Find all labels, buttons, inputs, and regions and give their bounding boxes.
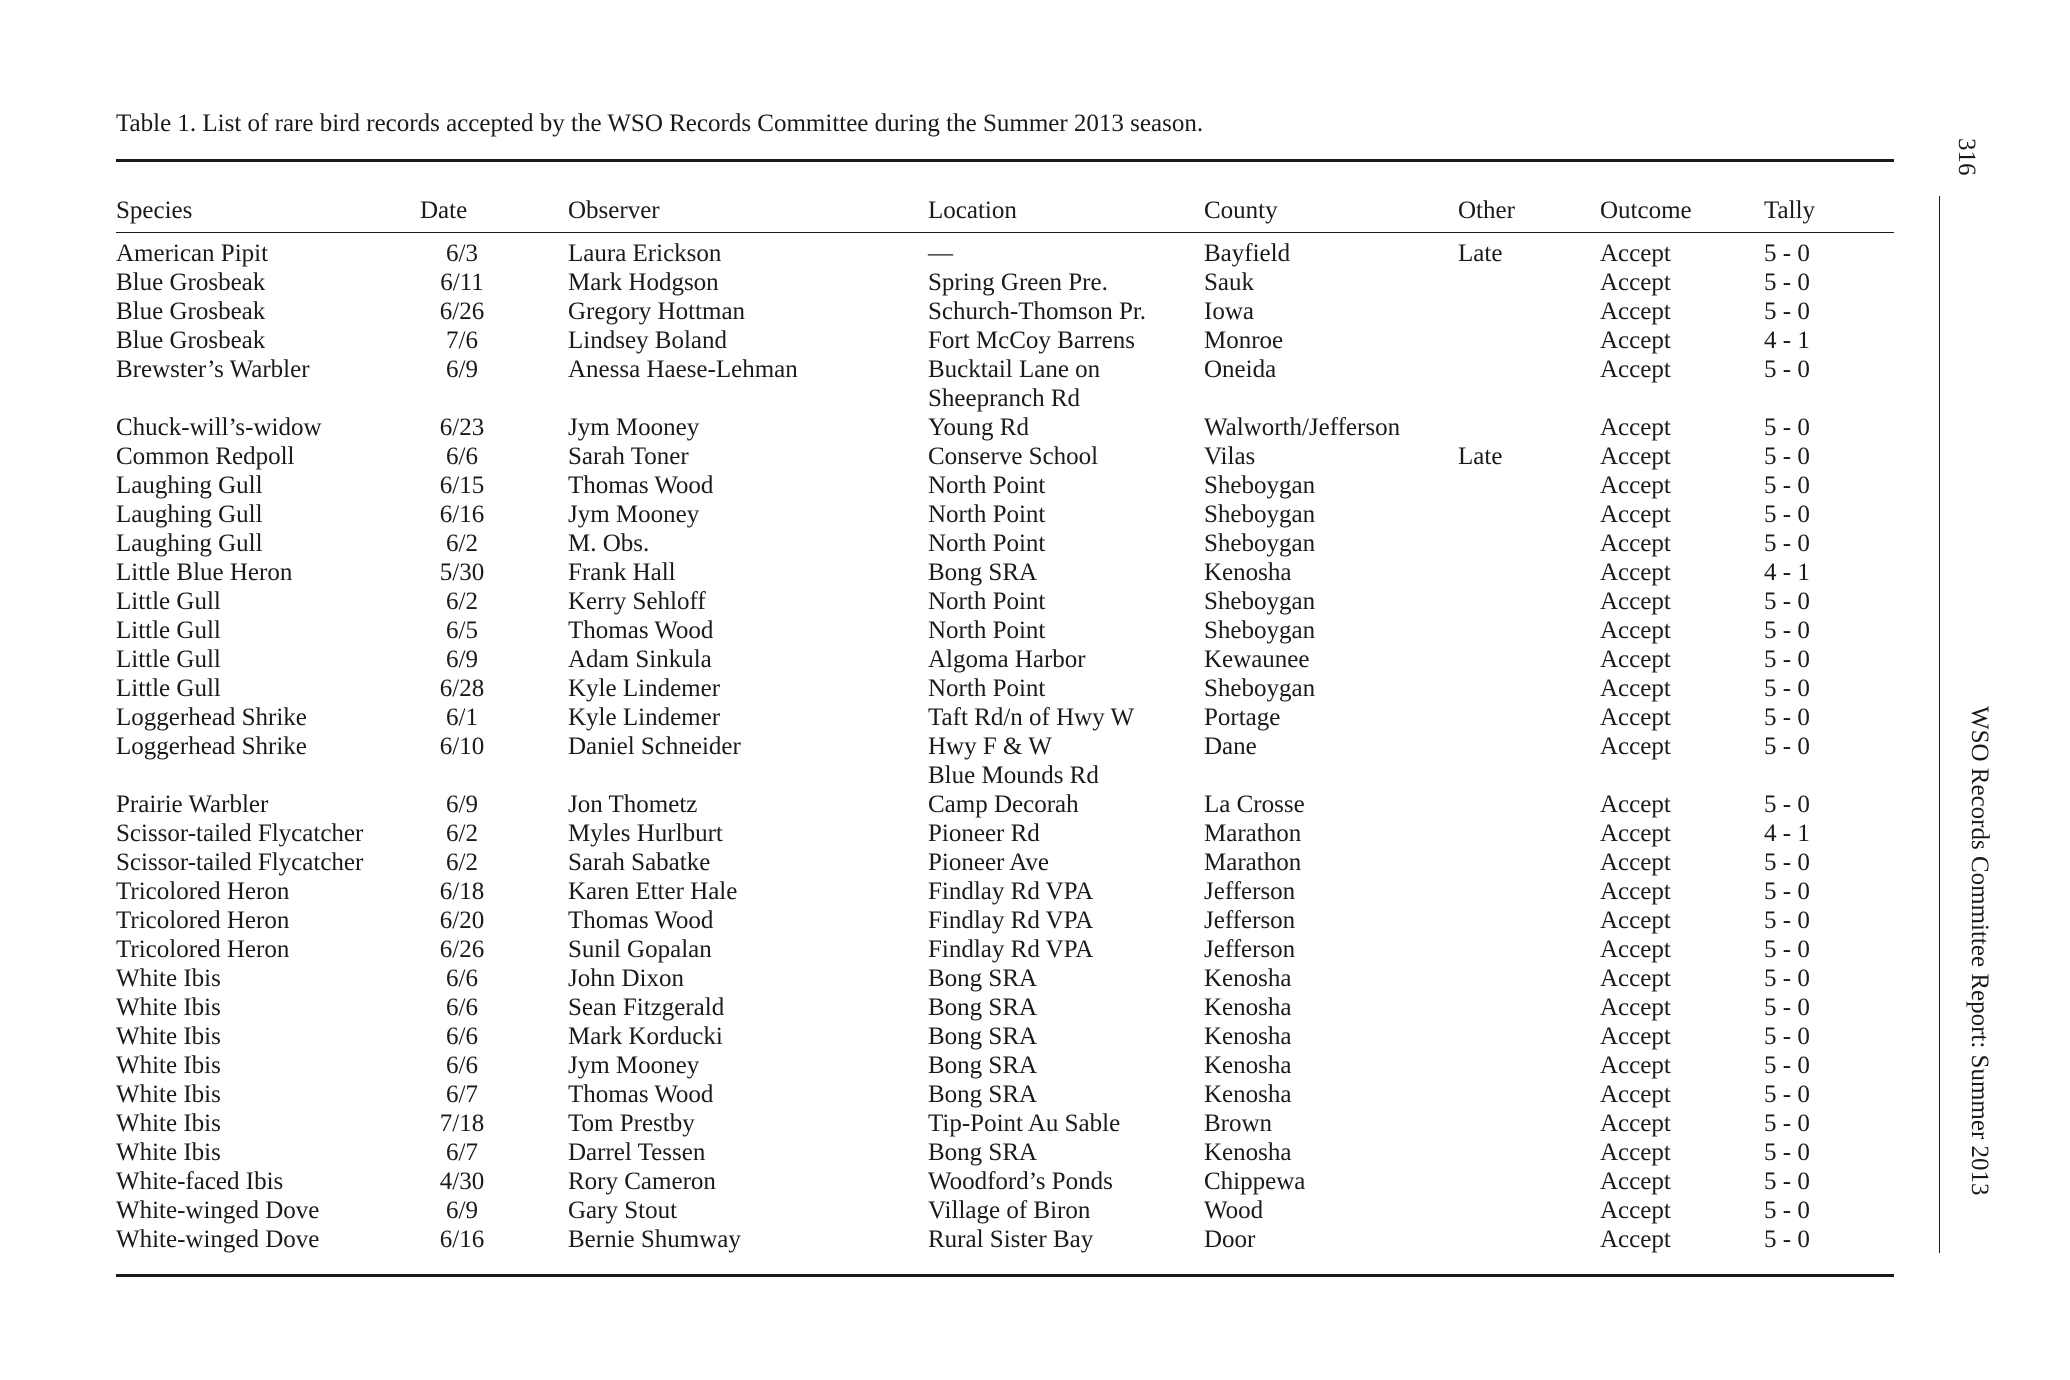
- cell-location: North Point: [928, 530, 1046, 557]
- cell-county: Kewaunee: [1204, 646, 1310, 673]
- cell-location: Rural Sister Bay: [928, 1226, 1094, 1253]
- table-row: [116, 964, 1894, 993]
- cell-outcome: Accept: [1600, 559, 1671, 586]
- cell-date: 6/20: [439, 907, 485, 934]
- cell-observer: Tom Prestby: [568, 1110, 695, 1137]
- cell-date: 6/1: [446, 704, 478, 731]
- cell-date: 5/30: [439, 559, 485, 586]
- cell-county: Sheboygan: [1204, 501, 1316, 528]
- cell-county: Iowa: [1204, 298, 1254, 325]
- cell-species: Blue Grosbeak: [116, 269, 266, 296]
- cell-tally: 5 - 0: [1764, 501, 1810, 528]
- cell-outcome: Accept: [1600, 878, 1671, 905]
- cell-outcome: Accept: [1600, 849, 1671, 876]
- cell-observer: Frank Hall: [568, 559, 676, 586]
- cell-species: Laughing Gull: [116, 530, 263, 557]
- cell-observer: Thomas Wood: [568, 472, 714, 499]
- table-top-rule: [116, 159, 1894, 162]
- cell-species: White-winged Dove: [116, 1197, 320, 1224]
- cell-location: Bucktail Lane on Sheepranch Rd: [928, 356, 1101, 412]
- cell-county: Brown: [1204, 1110, 1273, 1137]
- cell-outcome: Accept: [1600, 1168, 1671, 1195]
- cell-species: Laughing Gull: [116, 501, 263, 528]
- cell-outcome: Accept: [1600, 936, 1671, 963]
- cell-county: Dane: [1204, 733, 1257, 760]
- table-row: [116, 993, 1894, 1022]
- cell-species: Prairie Warbler: [116, 791, 269, 818]
- table-row: [116, 906, 1894, 935]
- table-row: [116, 558, 1894, 587]
- cell-observer: Karen Etter Hale: [568, 878, 738, 905]
- cell-county: Kenosha: [1204, 1052, 1292, 1079]
- cell-tally: 5 - 0: [1764, 298, 1810, 325]
- cell-outcome: Accept: [1600, 414, 1671, 441]
- table-row: [116, 819, 1894, 848]
- cell-location: Hwy F & W Blue Mounds Rd: [928, 733, 1099, 789]
- cell-tally: 5 - 0: [1764, 994, 1810, 1021]
- cell-outcome: Accept: [1600, 820, 1671, 847]
- column-header-county: County: [1204, 197, 1278, 224]
- cell-observer: Mark Korducki: [568, 1023, 723, 1050]
- table-header-rule: [116, 232, 1894, 233]
- cell-location: Bong SRA: [928, 1081, 1038, 1108]
- cell-outcome: Accept: [1600, 733, 1671, 760]
- cell-tally: 4 - 1: [1764, 327, 1810, 354]
- cell-observer: Lindsey Boland: [568, 327, 728, 354]
- cell-tally: 5 - 0: [1764, 356, 1810, 383]
- cell-outcome: Accept: [1600, 675, 1671, 702]
- cell-tally: 4 - 1: [1764, 820, 1810, 847]
- cell-observer: Thomas Wood: [568, 617, 714, 644]
- cell-species: White-faced Ibis: [116, 1168, 284, 1195]
- cell-tally: 5 - 0: [1764, 443, 1810, 470]
- cell-county: Marathon: [1204, 820, 1302, 847]
- cell-county: Kenosha: [1204, 994, 1292, 1021]
- cell-date: 6/28: [439, 675, 485, 702]
- cell-outcome: Accept: [1600, 907, 1671, 934]
- cell-location: Tip-Point Au Sable: [928, 1110, 1121, 1137]
- cell-observer: Kyle Lindemer: [568, 704, 721, 731]
- cell-tally: 5 - 0: [1764, 1197, 1810, 1224]
- cell-tally: 5 - 0: [1764, 675, 1810, 702]
- cell-date: 6/18: [439, 878, 485, 905]
- cell-tally: 5 - 0: [1764, 1023, 1810, 1050]
- table-row: [116, 529, 1894, 558]
- cell-date: 6/2: [446, 588, 478, 615]
- cell-species: Tricolored Heron: [116, 907, 290, 934]
- cell-tally: 5 - 0: [1764, 1139, 1810, 1166]
- cell-county: Vilas: [1204, 443, 1256, 470]
- cell-species: Chuck-will’s-widow: [116, 414, 322, 441]
- cell-tally: 5 - 0: [1764, 472, 1810, 499]
- cell-tally: 5 - 0: [1764, 1226, 1810, 1253]
- column-header-location: Location: [928, 197, 1017, 224]
- table-row: [116, 1080, 1894, 1109]
- cell-county: Jefferson: [1204, 907, 1296, 934]
- cell-location: Village of Biron: [928, 1197, 1091, 1224]
- table-row: [116, 1167, 1894, 1196]
- cell-county: Sheboygan: [1204, 617, 1316, 644]
- cell-date: 4/30: [439, 1168, 485, 1195]
- cell-location: Findlay Rd VPA: [928, 878, 1094, 905]
- cell-observer: Sunil Gopalan: [568, 936, 712, 963]
- cell-outcome: Accept: [1600, 588, 1671, 615]
- cell-tally: 4 - 1: [1764, 559, 1810, 586]
- cell-location: Pioneer Ave: [928, 849, 1050, 876]
- cell-date: 6/9: [446, 791, 478, 818]
- cell-observer: Kyle Lindemer: [568, 675, 721, 702]
- cell-observer: Jym Mooney: [568, 414, 700, 441]
- cell-location: Taft Rd/n of Hwy W: [928, 704, 1135, 731]
- cell-species: Little Gull: [116, 617, 221, 644]
- cell-species: White Ibis: [116, 1023, 221, 1050]
- cell-county: Kenosha: [1204, 1081, 1292, 1108]
- cell-species: Little Blue Heron: [116, 559, 293, 586]
- cell-date: 6/5: [446, 617, 478, 644]
- cell-outcome: Accept: [1600, 791, 1671, 818]
- table-row: [116, 471, 1894, 500]
- cell-county: Sheboygan: [1204, 472, 1316, 499]
- cell-location: Woodford’s Ponds: [928, 1168, 1113, 1195]
- cell-tally: 5 - 0: [1764, 530, 1810, 557]
- cell-tally: 5 - 0: [1764, 588, 1810, 615]
- cell-location: —: [928, 240, 953, 267]
- cell-outcome: Accept: [1600, 1081, 1671, 1108]
- cell-location: Bong SRA: [928, 994, 1038, 1021]
- cell-outcome: Accept: [1600, 501, 1671, 528]
- cell-date: 6/3: [446, 240, 478, 267]
- cell-date: 6/9: [446, 1197, 478, 1224]
- cell-date: 6/7: [446, 1139, 478, 1166]
- cell-location: Conserve School: [928, 443, 1099, 470]
- table-caption: Table 1. List of rare bird records accepted by the WSO Records Committee during the Summer 2013 season.: [116, 110, 1204, 137]
- cell-tally: 5 - 0: [1764, 878, 1810, 905]
- table-row: [116, 326, 1894, 355]
- table-row: [116, 442, 1894, 471]
- table-row: [116, 1225, 1894, 1254]
- cell-county: Sheboygan: [1204, 588, 1316, 615]
- cell-location: North Point: [928, 472, 1046, 499]
- cell-date: 6/16: [439, 501, 485, 528]
- cell-county: Sheboygan: [1204, 530, 1316, 557]
- cell-tally: 5 - 0: [1764, 1110, 1810, 1137]
- cell-location: Findlay Rd VPA: [928, 907, 1094, 934]
- cell-observer: Myles Hurlburt: [568, 820, 723, 847]
- cell-species: Tricolored Heron: [116, 936, 290, 963]
- cell-species: White-winged Dove: [116, 1226, 320, 1253]
- table-row: [116, 268, 1894, 297]
- cell-outcome: Accept: [1600, 617, 1671, 644]
- cell-date: 6/7: [446, 1081, 478, 1108]
- cell-county: Chippewa: [1204, 1168, 1306, 1195]
- cell-outcome: Accept: [1600, 704, 1671, 731]
- cell-outcome: Accept: [1600, 646, 1671, 673]
- cell-observer: Mark Hodgson: [568, 269, 719, 296]
- cell-observer: M. Obs.: [568, 530, 650, 557]
- cell-location: North Point: [928, 675, 1046, 702]
- table-row: [116, 1022, 1894, 1051]
- cell-observer: Darrel Tessen: [568, 1139, 706, 1166]
- cell-outcome: Accept: [1600, 472, 1671, 499]
- cell-species: White Ibis: [116, 965, 221, 992]
- cell-outcome: Accept: [1600, 269, 1671, 296]
- cell-species: Common Redpoll: [116, 443, 295, 470]
- cell-date: 6/6: [446, 1023, 478, 1050]
- cell-tally: 5 - 0: [1764, 269, 1810, 296]
- cell-location: Pioneer Rd: [928, 820, 1040, 847]
- table-row: [116, 1138, 1894, 1167]
- cell-county: Wood: [1204, 1197, 1264, 1224]
- cell-outcome: Accept: [1600, 298, 1671, 325]
- cell-date: 6/6: [446, 443, 478, 470]
- cell-species: Laughing Gull: [116, 472, 263, 499]
- table-row: [116, 297, 1894, 326]
- cell-other: Late: [1458, 443, 1503, 470]
- cell-county: Sauk: [1204, 269, 1254, 296]
- cell-species: Blue Grosbeak: [116, 327, 266, 354]
- cell-location: Camp Decorah: [928, 791, 1079, 818]
- cell-date: 6/26: [439, 298, 485, 325]
- cell-species: White Ibis: [116, 1081, 221, 1108]
- table-row: [116, 935, 1894, 964]
- table-row: [116, 674, 1894, 703]
- cell-outcome: Accept: [1600, 1023, 1671, 1050]
- cell-species: Little Gull: [116, 588, 221, 615]
- cell-date: 6/6: [446, 965, 478, 992]
- cell-county: Marathon: [1204, 849, 1302, 876]
- cell-outcome: Accept: [1600, 1052, 1671, 1079]
- cell-species: White Ibis: [116, 1139, 221, 1166]
- cell-species: Scissor-tailed Flycatcher: [116, 820, 364, 847]
- cell-county: Sheboygan: [1204, 675, 1316, 702]
- cell-species: White Ibis: [116, 1052, 221, 1079]
- running-head: WSO Records Committee Report: Summer 2013: [1966, 706, 1993, 1196]
- table-row: [116, 616, 1894, 645]
- cell-tally: 5 - 0: [1764, 907, 1810, 934]
- cell-observer: Adam Sinkula: [568, 646, 712, 673]
- table-row: [116, 645, 1894, 674]
- cell-species: Scissor-tailed Flycatcher: [116, 849, 364, 876]
- cell-county: Door: [1204, 1226, 1256, 1253]
- cell-tally: 5 - 0: [1764, 849, 1810, 876]
- cell-species: Little Gull: [116, 675, 221, 702]
- running-head-rule: [1939, 196, 1940, 1253]
- cell-species: White Ibis: [116, 1110, 221, 1137]
- cell-location: Bong SRA: [928, 1023, 1038, 1050]
- cell-date: 6/16: [439, 1226, 485, 1253]
- column-header-species: Species: [116, 197, 193, 224]
- cell-date: 6/11: [440, 269, 484, 296]
- cell-location: Bong SRA: [928, 1052, 1038, 1079]
- cell-county: Kenosha: [1204, 1023, 1292, 1050]
- cell-species: Loggerhead Shrike: [116, 733, 307, 760]
- cell-species: Little Gull: [116, 646, 221, 673]
- cell-tally: 5 - 0: [1764, 936, 1810, 963]
- cell-species: Loggerhead Shrike: [116, 704, 307, 731]
- table-row: [116, 1109, 1894, 1138]
- cell-location: Algoma Harbor: [928, 646, 1086, 673]
- cell-tally: 5 - 0: [1764, 617, 1810, 644]
- cell-observer: Jym Mooney: [568, 501, 700, 528]
- cell-observer: Thomas Wood: [568, 1081, 714, 1108]
- cell-county: Jefferson: [1204, 936, 1296, 963]
- cell-observer: Thomas Wood: [568, 907, 714, 934]
- cell-outcome: Accept: [1600, 356, 1671, 383]
- cell-date: 7/18: [439, 1110, 485, 1137]
- cell-tally: 5 - 0: [1764, 733, 1810, 760]
- table-row: [116, 703, 1894, 732]
- cell-county: Monroe: [1204, 327, 1284, 354]
- column-header-other: Other: [1458, 197, 1515, 224]
- cell-date: 6/9: [446, 356, 478, 383]
- cell-tally: 5 - 0: [1764, 1052, 1810, 1079]
- cell-date: 6/9: [446, 646, 478, 673]
- cell-tally: 5 - 0: [1764, 704, 1810, 731]
- cell-tally: 5 - 0: [1764, 1168, 1810, 1195]
- cell-observer: Sarah Toner: [568, 443, 689, 470]
- table-row: [116, 355, 1894, 413]
- cell-date: 6/26: [439, 936, 485, 963]
- cell-outcome: Accept: [1600, 443, 1671, 470]
- page-number: 316: [1953, 138, 1980, 176]
- table-row: [116, 732, 1894, 790]
- table-row: [116, 1051, 1894, 1080]
- cell-county: Portage: [1204, 704, 1281, 731]
- cell-outcome: Accept: [1600, 240, 1671, 267]
- cell-county: Oneida: [1204, 356, 1277, 383]
- cell-observer: Sarah Sabatke: [568, 849, 711, 876]
- cell-tally: 5 - 0: [1764, 1081, 1810, 1108]
- table-row: [116, 587, 1894, 616]
- cell-tally: 5 - 0: [1764, 965, 1810, 992]
- cell-tally: 5 - 0: [1764, 414, 1810, 441]
- table-body: [116, 239, 1894, 1254]
- cell-date: 6/2: [446, 820, 478, 847]
- column-header-outcome: Outcome: [1600, 197, 1692, 224]
- cell-date: 6/2: [446, 530, 478, 557]
- cell-tally: 5 - 0: [1764, 240, 1810, 267]
- cell-county: Kenosha: [1204, 1139, 1292, 1166]
- cell-location: North Point: [928, 501, 1046, 528]
- cell-outcome: Accept: [1600, 1197, 1671, 1224]
- column-header-tally: Tally: [1764, 197, 1816, 224]
- cell-county: Kenosha: [1204, 965, 1292, 992]
- cell-species: Brewster’s Warbler: [116, 356, 310, 383]
- cell-location: Spring Green Pre.: [928, 269, 1108, 296]
- cell-location: Schurch-Thomson Pr.: [928, 298, 1147, 325]
- table-row: [116, 877, 1894, 906]
- cell-outcome: Accept: [1600, 327, 1671, 354]
- table-row: [116, 413, 1894, 442]
- cell-outcome: Accept: [1600, 1226, 1671, 1253]
- cell-observer: Jon Thometz: [568, 791, 698, 818]
- cell-species: White Ibis: [116, 994, 221, 1021]
- cell-location: North Point: [928, 617, 1046, 644]
- cell-observer: Gregory Hottman: [568, 298, 746, 325]
- table-row: [116, 239, 1894, 268]
- cell-tally: 5 - 0: [1764, 791, 1810, 818]
- cell-location: Findlay Rd VPA: [928, 936, 1094, 963]
- cell-date: 6/15: [439, 472, 485, 499]
- cell-location: Young Rd: [928, 414, 1029, 441]
- table-row: [116, 1196, 1894, 1225]
- cell-observer: Gary Stout: [568, 1197, 678, 1224]
- cell-outcome: Accept: [1600, 1110, 1671, 1137]
- cell-other: Late: [1458, 240, 1503, 267]
- cell-observer: Bernie Shumway: [568, 1226, 741, 1253]
- cell-date: 6/10: [439, 733, 485, 760]
- cell-observer: Kerry Sehloff: [568, 588, 706, 615]
- cell-date: 6/23: [439, 414, 485, 441]
- cell-observer: Laura Erickson: [568, 240, 722, 267]
- cell-date: 6/2: [446, 849, 478, 876]
- cell-outcome: Accept: [1600, 965, 1671, 992]
- table-header-row: [116, 196, 1894, 226]
- cell-outcome: Accept: [1600, 1139, 1671, 1166]
- table-row: [116, 790, 1894, 819]
- cell-location: North Point: [928, 588, 1046, 615]
- cell-date: 6/6: [446, 1052, 478, 1079]
- cell-date: 7/6: [446, 327, 478, 354]
- cell-county: La Crosse: [1204, 791, 1305, 818]
- cell-location: Fort McCoy Barrens: [928, 327, 1135, 354]
- table-bottom-rule: [116, 1274, 1894, 1277]
- cell-county: Jefferson: [1204, 878, 1296, 905]
- cell-outcome: Accept: [1600, 994, 1671, 1021]
- cell-location: Bong SRA: [928, 1139, 1038, 1166]
- cell-county: Walworth/Jefferson: [1204, 414, 1401, 441]
- column-header-date: Date: [420, 197, 468, 224]
- cell-observer: Jym Mooney: [568, 1052, 700, 1079]
- column-header-observer: Observer: [568, 197, 660, 224]
- cell-county: Bayfield: [1204, 240, 1291, 267]
- cell-location: Bong SRA: [928, 559, 1038, 586]
- cell-date: 6/6: [446, 994, 478, 1021]
- cell-outcome: Accept: [1600, 530, 1671, 557]
- cell-species: Tricolored Heron: [116, 878, 290, 905]
- cell-observer: John Dixon: [568, 965, 684, 992]
- table-row: [116, 500, 1894, 529]
- cell-location: Bong SRA: [928, 965, 1038, 992]
- cell-species: American Pipit: [116, 240, 269, 267]
- cell-tally: 5 - 0: [1764, 646, 1810, 673]
- cell-county: Kenosha: [1204, 559, 1292, 586]
- table-row: [116, 848, 1894, 877]
- cell-observer: Rory Cameron: [568, 1168, 716, 1195]
- cell-observer: Anessa Haese-Lehman: [568, 356, 798, 383]
- cell-species: Blue Grosbeak: [116, 298, 266, 325]
- cell-observer: Daniel Schneider: [568, 733, 741, 760]
- cell-observer: Sean Fitzgerald: [568, 994, 725, 1021]
